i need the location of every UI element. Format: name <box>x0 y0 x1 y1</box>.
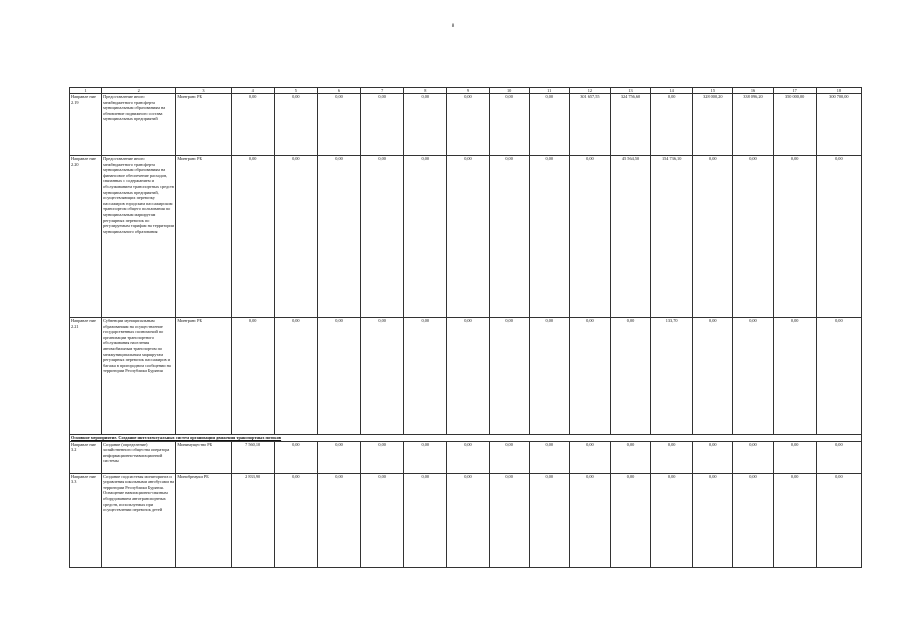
row-value: 0,00 <box>361 156 404 318</box>
row-value: 0,00 <box>610 318 650 435</box>
row-value: 0,00 <box>773 318 816 435</box>
row-value: 0,00 <box>489 441 529 473</box>
header-cell: 3 <box>176 88 231 94</box>
header-cell: 12 <box>569 88 610 94</box>
row-value: 45 564,50 <box>610 156 650 318</box>
row-value: 0,00 <box>816 441 861 473</box>
table-row <box>70 441 862 473</box>
section-title: Основное мероприятие. Создание интеллектуальных систем организации движения транспортных потоков <box>70 435 862 442</box>
row-value: 0,00 <box>404 156 447 318</box>
table-row <box>70 156 862 318</box>
row-value: 301 657,55 <box>569 94 610 156</box>
header-cell: 6 <box>317 88 360 94</box>
row-value: 0,00 <box>529 441 569 473</box>
row-description: Создание подсистемы мониторинга и управления школьными автобусами на территории Республики Бурятия. Оснащение навигационно-связным оборудованием автотранспортных средств, используемых при осуществлении перевозок детей <box>102 473 176 567</box>
row-value: 0,00 <box>651 441 693 473</box>
row-value: 0,00 <box>733 473 773 567</box>
row-value: 0,00 <box>404 318 447 435</box>
row-value: 0,00 <box>361 441 404 473</box>
row-value: 300 700,00 <box>816 94 861 156</box>
row-value: 0,00 <box>489 473 529 567</box>
header-cell: 14 <box>651 88 693 94</box>
row-value: 0,00 <box>569 318 610 435</box>
row-value: 0,00 <box>529 318 569 435</box>
header-cell: 16 <box>733 88 773 94</box>
row-value: 338 096,20 <box>733 94 773 156</box>
row-value: 0,00 <box>447 441 489 473</box>
row-value: 0,00 <box>317 318 360 435</box>
row-executor: Минимущество РБ <box>176 441 231 473</box>
row-value: 0,00 <box>231 94 274 156</box>
row-value: 0,00 <box>361 94 404 156</box>
header-cell: 4 <box>231 88 274 94</box>
row-value: 0,00 <box>274 156 317 318</box>
row-description: Предоставление иного межбюджетного трансферта муниципальным образованиям на обновление подвижного состава муниципальных предприятий <box>102 94 176 156</box>
row-value: 0,00 <box>693 473 733 567</box>
row-value: 7 560,10 <box>231 441 274 473</box>
row-value: 0,00 <box>610 441 650 473</box>
header-cell: 5 <box>274 88 317 94</box>
row-value: 0,00 <box>693 318 733 435</box>
row-value: 0,00 <box>651 94 693 156</box>
row-value: 133,70 <box>651 318 693 435</box>
row-value: 0,00 <box>773 441 816 473</box>
row-value: 0,00 <box>529 156 569 318</box>
budget-table <box>69 87 862 568</box>
row-value: 0,00 <box>733 441 773 473</box>
header-cell: 2 <box>102 88 176 94</box>
row-value: 0,00 <box>489 318 529 435</box>
row-value: 0,00 <box>651 473 693 567</box>
row-value: 0,00 <box>231 318 274 435</box>
row-value: 0,00 <box>773 473 816 567</box>
row-value: 0,00 <box>447 318 489 435</box>
row-value: 0,00 <box>361 473 404 567</box>
row-value: 2 833,90 <box>231 473 274 567</box>
header-cell: 10 <box>489 88 529 94</box>
row-value: 0,00 <box>274 441 317 473</box>
row-value: 0,00 <box>404 94 447 156</box>
header-cell: 13 <box>610 88 650 94</box>
row-value: 0,00 <box>274 94 317 156</box>
row-value: 0,00 <box>317 156 360 318</box>
row-value: 0,00 <box>610 473 650 567</box>
row-code: Направле ние 2.19 <box>70 94 102 156</box>
header-cell: 1 <box>70 88 102 94</box>
row-value: 0,00 <box>274 318 317 435</box>
row-value: 0,00 <box>569 473 610 567</box>
row-value: 0,00 <box>404 473 447 567</box>
row-value: 0,00 <box>274 473 317 567</box>
row-value: 0,00 <box>733 156 773 318</box>
header-cell: 11 <box>529 88 569 94</box>
page-number: 8 <box>451 24 455 29</box>
row-value: 0,00 <box>231 156 274 318</box>
header-cell: 9 <box>447 88 489 94</box>
header-cell: 18 <box>816 88 861 94</box>
row-value: 0,00 <box>733 318 773 435</box>
row-value: 154 736,10 <box>651 156 693 318</box>
header-cell: 15 <box>693 88 733 94</box>
row-value: 0,00 <box>447 473 489 567</box>
row-value: 0,00 <box>489 94 529 156</box>
row-value: 0,00 <box>693 441 733 473</box>
row-value: 0,00 <box>569 441 610 473</box>
row-executor: Минтранс РБ <box>176 94 231 156</box>
row-description: Создание (определение) хозяйственного общества оператора информационно-навигационной системы <box>102 441 176 473</box>
row-code: Направле ние 3.2 <box>70 441 102 473</box>
row-description: Субвенции муниципальным образованиям на осуществление государственных полномочий по организации транспортного обслуживания населения автомобильным транспортом по межмуниципальным маршрутам регулярных перевозок пассажиров и багажа в пригородном сообщении на территории Республики Бурятия <box>102 318 176 435</box>
table-row <box>70 318 862 435</box>
row-executor: Минобрнауки РБ <box>176 473 231 567</box>
row-value: 0,00 <box>816 318 861 435</box>
row-value: 0,00 <box>529 94 569 156</box>
row-value: 0,00 <box>693 156 733 318</box>
header-cell: 8 <box>404 88 447 94</box>
row-value: 0,00 <box>317 94 360 156</box>
row-value: 0,00 <box>569 156 610 318</box>
table-row <box>70 473 862 567</box>
row-value: 0,00 <box>773 156 816 318</box>
row-value: 328 000,20 <box>693 94 733 156</box>
row-value: 0,00 <box>816 473 861 567</box>
header-cell: 17 <box>773 88 816 94</box>
row-value: 0,00 <box>529 473 569 567</box>
row-value: 0,00 <box>489 156 529 318</box>
header-cell: 7 <box>361 88 404 94</box>
row-executor: Минтранс РБ <box>176 156 231 318</box>
row-value: 350 000,00 <box>773 94 816 156</box>
row-executor: Минтранс РБ <box>176 318 231 435</box>
row-code: Направле ние 2.21 <box>70 318 102 435</box>
table-row <box>70 94 862 156</box>
row-value: 0,00 <box>816 156 861 318</box>
row-value: 0,00 <box>317 473 360 567</box>
row-code: Направле ние 3.3 <box>70 473 102 567</box>
row-value: 0,00 <box>447 94 489 156</box>
row-value: 324 756,60 <box>610 94 650 156</box>
row-value: 0,00 <box>404 441 447 473</box>
row-value: 0,00 <box>317 441 360 473</box>
section-row <box>70 435 862 442</box>
row-value: 0,00 <box>447 156 489 318</box>
row-code: Направле ние 2.20 <box>70 156 102 318</box>
row-description: Предоставление иного межбюджетного трансферта муниципальным образованиям на финансовое обеспечение расходов, связанных с содержанием и обслуживанием транспортных средств муниципальных предприятий, осуществляющих перевозку пассажиров городским пассажирским транспортом общего пользования по муниципальным маршрутам регулярных перевозок по регулируемым тарифам на территории муниципального образования <box>102 156 176 318</box>
row-value: 0,00 <box>361 318 404 435</box>
